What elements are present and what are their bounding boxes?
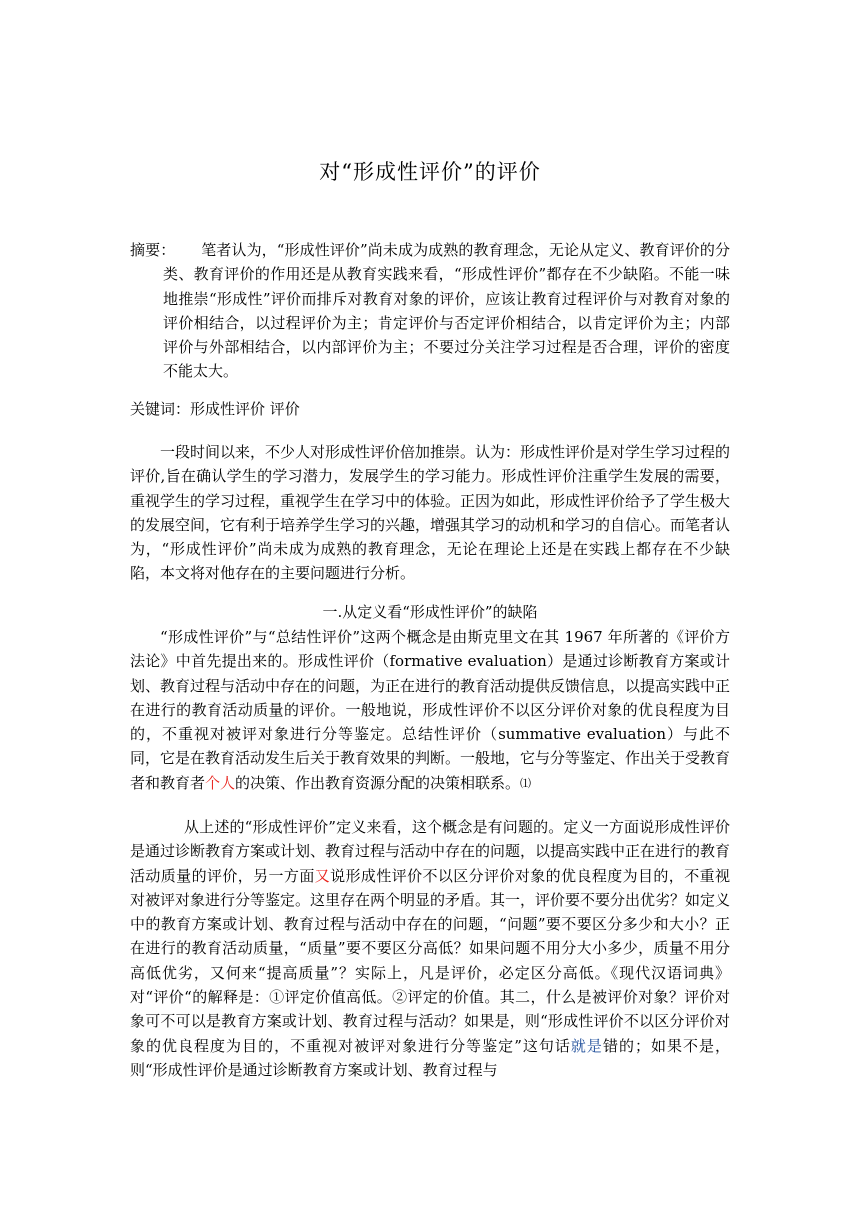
definition-section <box>130 625 730 796</box>
abstract-paragraph <box>130 238 730 384</box>
keywords-line <box>130 397 730 421</box>
abstract-section <box>130 238 730 384</box>
definition-paragraph <box>130 625 730 796</box>
para2-text-1: “形成性评价”与“总结性评价”这两个概念是由斯克里文在其 1967 年所著的《评价方法论》中首先提出来的。形成性评价（formative evaluation）是通过诊断教育方案或计划、教育过程与活动中存在的问题，为正在进行的教育活动提供反馈信息，以提高实践中正在进行的教育活动质量的评价。一般地说，形成性评价不以区分评价对象的优良程度为目的，不重视对被评对象进行分等鉴定。总结性评价（summative evaluation）与此不同，它是在教育活动发生后关于教育效果的判断。一般地，它与分等鉴定、作出关于受教育者和教育者 <box>130 628 731 792</box>
section-heading: 一.从定义看“形成性评价”的缺陷 <box>322 603 538 621</box>
document-title: 对“形成性评价”的评价 <box>319 160 541 184</box>
analysis-section <box>130 815 730 1082</box>
para2-highlight-red: 个人 <box>205 773 236 792</box>
abstract-text: 笔者认为，“形成性评价”尚未成为成熟的教育理念，无论从定义、教育评价的分类、教育评价的作用还是从教育实践来看，“形成性评价”都存在不少缺陷。不能一味地推崇“形成性”评价而排斥对教育对象的评价，应该让教育过程评价与对教育对象的评价相结合，以过程评价为主；肯定评价与否定评价相结合，以肯定评价为主；内部评价与外部相结合，以内部评价为主；不要过分关注学习过程是否合理，评价的密度不能太大。 <box>163 241 730 381</box>
para2-text-2: 的决策、作出教育资源分配的决策相联系。 <box>235 773 521 792</box>
intro-section <box>130 440 730 586</box>
para3-text-3: 错的；如果不是，则“形成性评价是通过诊断教育方案或计划、教育过程与 <box>130 1036 730 1079</box>
abstract-label: 摘要： <box>130 241 176 259</box>
para3-text-2: 说形成性评价不以区分评价对象的优良程度为目的，不重视对被评对象进行分等鉴定。这里存在两个明显的矛盾。其一，评价要不要分出优劣？如定义中的教育方案或计划、教育过程与活动中存在的问题，“问题”要不要区分多少和大小？正在进行的教育活动质量，“质量”要不要区分高低？如果问题不用分大小多少，质量不用分高低优劣，又何来“提高质量”？实际上，凡是评价，必定区分高低。《现代汉语词典》对“评价“的解释是：①评定价值高低。②评定的价值。其二，什么是被评价对象？评价对象可不可以是教育方案或计划、教育过程与活动？如果是，则“形成性评价不以区分评价对象的优良程度为目的，不重视对被评对象进行分等鉴定”这句话 <box>130 866 731 1055</box>
footnote-marker: ⑴ <box>520 776 532 790</box>
analysis-paragraph <box>130 815 730 1082</box>
para3-highlight-blue: 就是 <box>570 1036 603 1055</box>
keywords-section <box>130 397 730 421</box>
keywords-text: 形成性评价 评价 <box>190 400 300 418</box>
para3-text-1: 从上述的“形成性评价”定义来看，这个概念是有问题的。定义一方面说形成性评价是通过诊断教育方案或计划、教育过程与活动中存在的问题，以提高实践中正在进行的教育活动质量的评价，另一方面 <box>130 818 731 885</box>
keywords-label: 关键词： <box>130 400 191 418</box>
intro-paragraph: 一段时间以来，不少人对形成性评价倍加推崇。认为：形成性评价是对学生学习过程的评价,旨在确认学生的学习潜力，发展学生的学习能力。形成性评价注重学生发展的需要，重视学生的学习过程，重视学生在学习中的体验。正因为如此，形成性评价给予了学生极大的发展空间，它有利于培养学生学习的兴趣，增强其学习的动机和学习的自信心。而笔者认为，“形成性评价”尚未成为成熟的教育理念，无论在理论上还是在实践上都存在不少缺陷，本文将对他存在的主要问题进行分析。 <box>130 443 731 583</box>
para3-highlight-red: 又 <box>314 866 331 885</box>
